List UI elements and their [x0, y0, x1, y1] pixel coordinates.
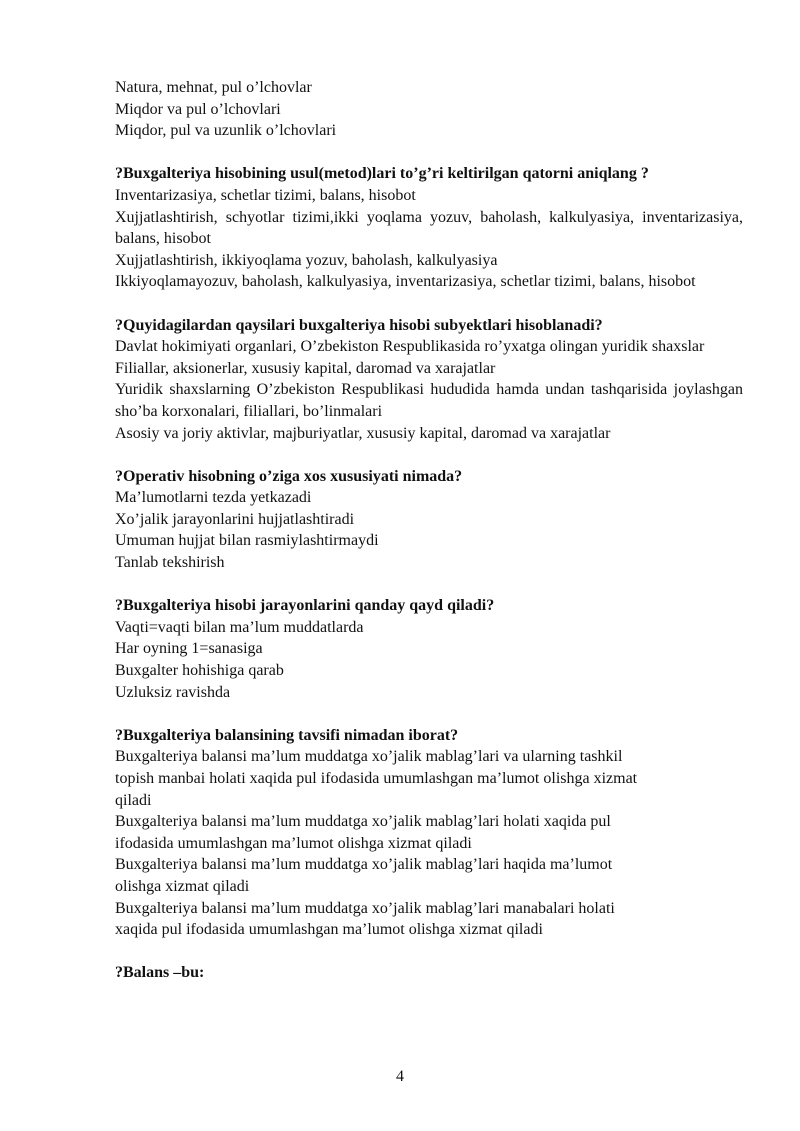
question-text: ?Buxgalteriya hisobining usul(metod)lari to’g’ri keltirilgan qatorni aniqlang ? [115, 165, 649, 183]
question-text: ?Buxgalteriya balansining tavsifi nimadan iborat? [115, 726, 459, 744]
answer-option: Xo’jalik jarayonlarini hujjatlashtiradi [115, 510, 355, 528]
answer-option: Ma’lumotlarni tezda yetkazadi [115, 489, 312, 507]
question-block-balance-description [115, 725, 743, 941]
page-number: 4 [396, 1068, 404, 1085]
answer-option: Inventarizasiya, schetlar tizimi, balans, hisobot [115, 186, 416, 204]
answer-line: topish manbai holati xaqida pul ifodasida umumlashgan ma’lumot olishga xizmat [115, 770, 638, 787]
previous-question-answers [115, 77, 743, 142]
answer-option: Har oyning 1=sanasiga [115, 640, 263, 658]
answer-line: ifodasida umumlashgan ma’lumot olishga xizmat qiladi [115, 834, 472, 852]
answer-option: Miqdor va pul o’lchovlari [115, 100, 281, 118]
question-text: ?Quyidagilardan qaysilari buxgalteriya hisobi subyektlari hisoblanadi? [115, 316, 603, 334]
answer-option: Filiallar, aksionerlar, xususiy kapital, daromad va xarajatlar [115, 359, 496, 377]
answer-option: Vaqti=vaqti bilan ma’lum muddatlarda [115, 618, 364, 636]
answer-option [115, 811, 743, 854]
question-block-recording [115, 595, 743, 703]
answer-option: Tanlab tekshirish [115, 554, 225, 572]
answer-option [115, 746, 743, 811]
answer-option: Xujjatlashtirish, ikkiyoqlama yozuv, baholash, kalkulyasiya [115, 251, 498, 269]
question-block-balance [115, 962, 743, 984]
page-content [115, 77, 743, 1006]
answer-option: Umuman hujjat bilan rasmiylashtirmaydi [115, 532, 379, 550]
answer-line: Buxgalteriya balansi ma’lum muddatga xo’jalik mablag’lari haqida ma’lumot [115, 856, 613, 874]
question-text: ?Balans –bu: [115, 964, 205, 982]
answer-line: Buxgalteriya balansi ma’lum muddatga xo’jalik mablag’lari holati xaqida pul [115, 813, 611, 831]
answer-line: xaqida pul ifodasida umumlashgan ma’lumot olishga xizmat qiladi [115, 921, 543, 939]
answer-option: Davlat hokimiyati organlari, O’zbekiston Respublikasida ro’yxatga olingan yuridik shaxslar [115, 338, 705, 356]
answer-option [115, 898, 743, 941]
answer-option: Natura, mehnat, pul o’lchovlar [115, 79, 312, 96]
answer-option: Ikkiyoqlamayozuv, baholash, kalkulyasiya, inventarizasiya, schetlar tizimi, balans, hisobot [115, 273, 696, 291]
answer-line: Buxgalteriya balansi ma’lum muddatga xo’jalik mablag’lari va ularning tashkil [115, 748, 623, 766]
question-block-subjects [115, 315, 743, 445]
answer-option: Buxgalter hohishiga qarab [115, 662, 284, 680]
answer-line: Buxgalteriya balansi ma’lum muddatga xo’jalik mablag’lari manabalari holati [115, 899, 615, 917]
answer-option: Uzluksiz ravishda [115, 683, 231, 701]
answer-option: Miqdor, pul va uzunlik o’lchovlari [115, 122, 337, 140]
answer-option: Yuridik shaxslarning O’zbekiston Respublikasi hududida hamda undan tashqarisida joylashgan sho’ba korxonalari, filiallari, bo’linmalari [115, 381, 743, 420]
answer-option [115, 854, 743, 897]
answer-line: qiladi [115, 791, 152, 809]
answer-option: Xujjatlashtirish, schyotlar tizimi,ikki yoqlama yozuv, baholash, kalkulyasiya, inventarizasiya, balans, hisobot [115, 208, 743, 248]
question-block-methods [115, 163, 743, 293]
answer-option: Asosiy va joriy aktivlar, majburiyatlar, xususiy kapital, daromad va xarajatlar [115, 424, 611, 442]
question-text: ?Operativ hisobning o’ziga xos xususiyati nimada? [115, 467, 463, 485]
question-block-operative [115, 466, 743, 574]
answer-line: olishga xizmat qiladi [115, 877, 250, 895]
question-text: ?Buxgalteriya hisobi jarayonlarini qanday qayd qiladi? [115, 597, 495, 615]
